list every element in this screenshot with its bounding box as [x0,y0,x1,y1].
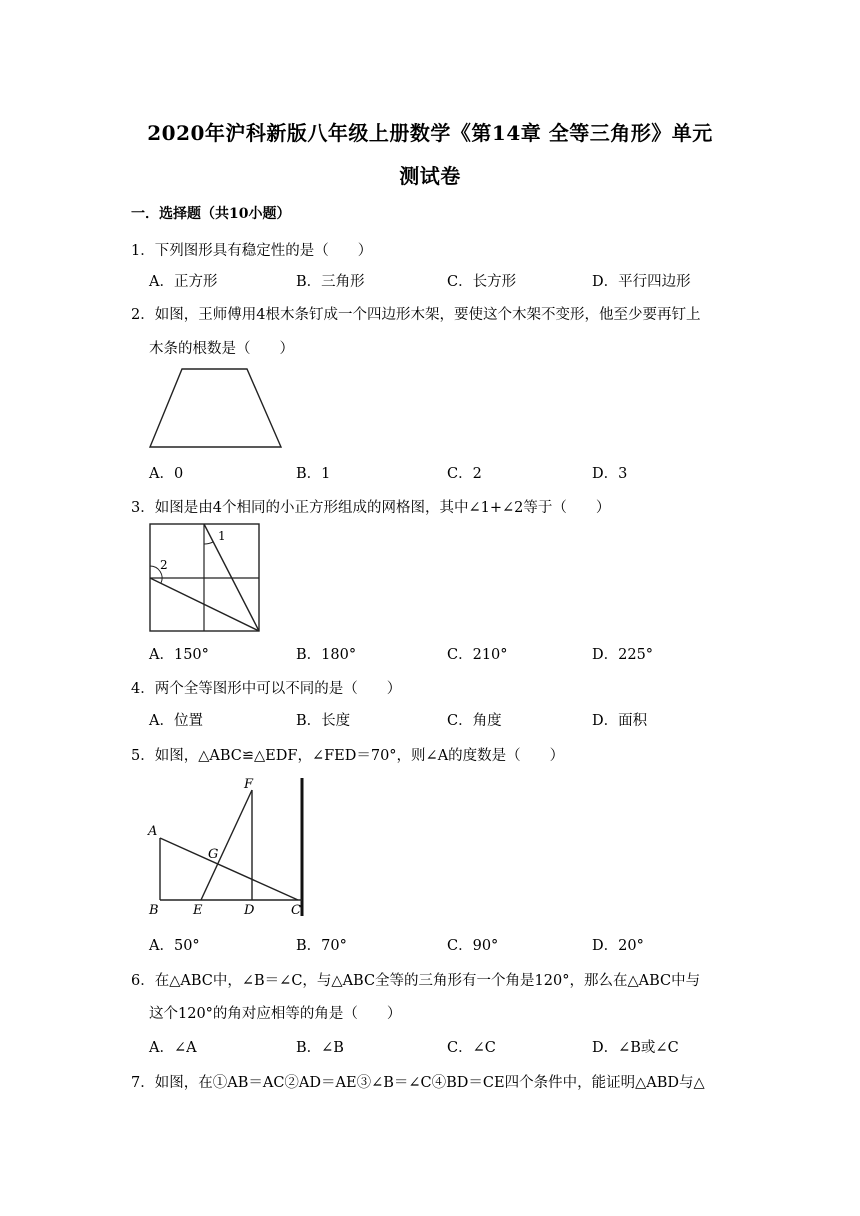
option-d: D．∠B或∠C [592,1040,679,1056]
option-d: D．3 [592,466,628,482]
option-a: A．150° [149,647,209,663]
point-d-label: D [244,903,255,918]
trapezoid-figure [148,366,284,450]
angle-2-label: 2 [160,558,168,572]
point-g-label: G [208,847,219,862]
option-a: A．∠A [149,1040,197,1056]
segment-ac [160,838,298,900]
question-5-stem: 5．如图，△ABC≌△EDF，∠FED＝70°，则∠A的度数是（ ） [131,748,565,764]
question-5-options [149,934,809,954]
point-b-label: B [149,903,159,918]
angle-1-arc [204,542,213,544]
question-2-stem: 2．如图，王师傅用4根木条钉成一个四边形木架，要使这个木架不变形，他至少要再钉上 [131,307,701,323]
question-1-stem: 1．下列图形具有稳定性的是（ ） [131,243,373,259]
option-b: B．1 [296,466,331,482]
option-a: A．正方形 [149,274,218,290]
option-a: A．位置 [149,713,203,729]
section-heading: 一．选择题（共10小题） [131,206,291,222]
angle-1-label: 1 [218,529,226,543]
question-3-stem: 3．如图是由4个相同的小正方形组成的网格图，其中∠1+∠2等于（ ） [131,500,611,516]
grid-figure [148,522,262,634]
page-title: 2020年沪科新版八年级上册数学《第14章 全等三角形》单元 [147,121,713,145]
point-e-label: E [193,903,203,918]
option-c: C．角度 [447,713,502,729]
option-c: C．210° [447,647,508,663]
option-c: C．2 [447,466,482,482]
question-7-stem: 7．如图，在①AB＝AC②AD＝AE③∠B＝∠C④BD＝CE四个条件中，能证明△ABD与△ [131,1075,705,1091]
option-b: B．180° [296,647,357,663]
question-1-options [149,270,809,290]
question-6-stem-continued: 这个120°的角对应相等的角是（ ） [149,1006,402,1022]
question-2-options [149,462,809,482]
option-a: A．50° [149,938,200,954]
option-a: A．0 [149,466,184,482]
option-b: B．三角形 [296,274,365,290]
option-d: D．225° [592,647,654,663]
point-c-label: C [291,903,301,918]
point-f-label: F [244,777,254,792]
option-b: B．∠B [296,1040,344,1056]
option-c: C．∠C [447,1040,496,1056]
page-title-continued: 测试卷 [399,164,461,188]
question-6-options [149,1036,809,1056]
trapezoid-shape [150,369,281,447]
option-c: C．长方形 [447,274,517,290]
option-d: D．平行四边形 [592,274,691,290]
option-d: D．面积 [592,713,648,729]
question-2-stem-continued: 木条的根数是（ ） [149,341,294,357]
question-4-stem: 4．两个全等图形中可以不同的是（ ） [131,681,402,697]
option-b: B．70° [296,938,347,954]
point-a-label: A [148,824,158,839]
option-d: D．20° [592,938,644,954]
question-4-options [149,709,809,729]
option-b: B．长度 [296,713,351,729]
question-3-options [149,643,809,663]
option-c: C．90° [447,938,499,954]
segment-fe [201,790,252,900]
question-6-stem: 6．在△ABC中，∠B＝∠C，与△ABC全等的三角形有一个角是120°，那么在△ABC中与 [131,973,701,989]
triangles-figure [146,772,306,918]
